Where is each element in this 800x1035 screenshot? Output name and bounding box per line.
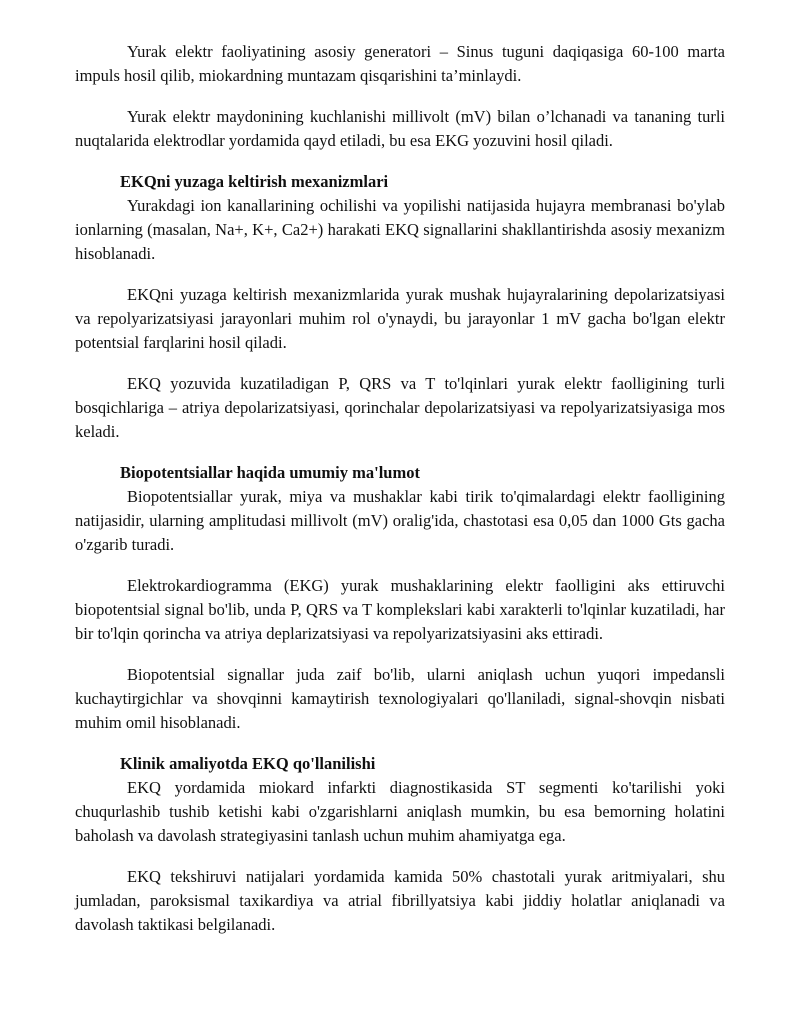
paragraph: Yurakdagi ion kanallarining ochilishi va yopilishi natijasida hujayra membranasi bo'ylab ionlarning (masalan, Na+, K+, Ca2+) harakati EKQ signallarini shakllantirishda asosiy mexanizm hisoblanadi. [75,196,725,263]
document-page [75,40,725,937]
paragraph: EKQni yuzaga keltirish mexanizmlarida yurak mushak hujayralarining depolarizatsiyasi va repolyarizatsiyasi jarayonlari muhim rol o'ynaydi, bu jarayonlar 1 mV gacha bo'lgan elektr potentsial farqlarini hosil qiladi. [75,285,725,352]
paragraph: EKQ yozuvida kuzatiladigan P, QRS va T to'lqinlari yurak elektr faolligining turli bosqichlariga – atriya depolarizatsiyasi, qorinchalar depolarizatsiyasi va repolyarizatsiyasiga mos keladi. [75,374,725,441]
paragraph: Biopotentsial signallar juda zaif bo'lib, ularni aniqlash uchun yuqori impedansli kuchaytirgichlar va shovqinni kamaytirish texnologiyalari qo'llaniladi, signal-shovqin nisbati muhim omil hisoblanadi. [75,665,725,732]
paragraph: EKQ tekshiruvi natijalari yordamida kamida 50% chastotali yurak aritmiyalari, shu jumladan, paroksismal taxikardiya va atrial fibrillyatsiya kabi jiddiy holatlar aniqlanadi va davolash taktikasi belgilanadi. [75,867,725,934]
paragraph: Elektrokardiogramma (EKG) yurak mushaklarining elektr faolligini aks ettiruvchi biopotentsial signal bo'lib, unda P, QRS va T komplekslari kabi xarakterli to'lqinlar kuzatiladi, har bir to'lqin qorincha va atriya deplarizatsiyasi va repolyarizatsiyasini aks ettiradi. [75,576,725,643]
section-heading: Klinik amaliyotda EKQ qo'llanilishi [120,754,376,773]
paragraph: Yurak elektr faoliyatining asosiy generatori – Sinus tuguni daqiqasiga 60-100 marta impuls hosil qilib, miokardning muntazam qisqarishini ta’minlaydi. [75,42,725,85]
paragraph: EKQ yordamida miokard infarkti diagnostikasida ST segmenti ko'tarilishi yoki chuqurlashib tushib ketishi kabi o'zgarishlarni aniqlash mumkin, bu esa bemorning holatini baholash va davolash strategiyasini tanlash uchun muhim ahamiyatga ega. [75,778,725,845]
section-heading: Biopotentsiallar haqida umumiy ma'lumot [120,463,420,482]
section-heading: EKQni yuzaga keltirish mexanizmlari [120,172,389,191]
paragraph: Yurak elektr maydonining kuchlanishi millivolt (mV) bilan o’lchanadi va tananing turli nuqtalarida elektrodlar yordamida qayd etiladi, bu esa EKG yozuvini hosil qiladi. [75,107,725,150]
paragraph: Biopotentsiallar yurak, miya va mushaklar kabi tirik to'qimalardagi elektr faolligining natijasidir, ularning amplitudasi millivolt (mV) oralig'ida, chastotasi esa 0,05 dan 1000 Gts gacha o'zgarib turadi. [75,487,725,554]
